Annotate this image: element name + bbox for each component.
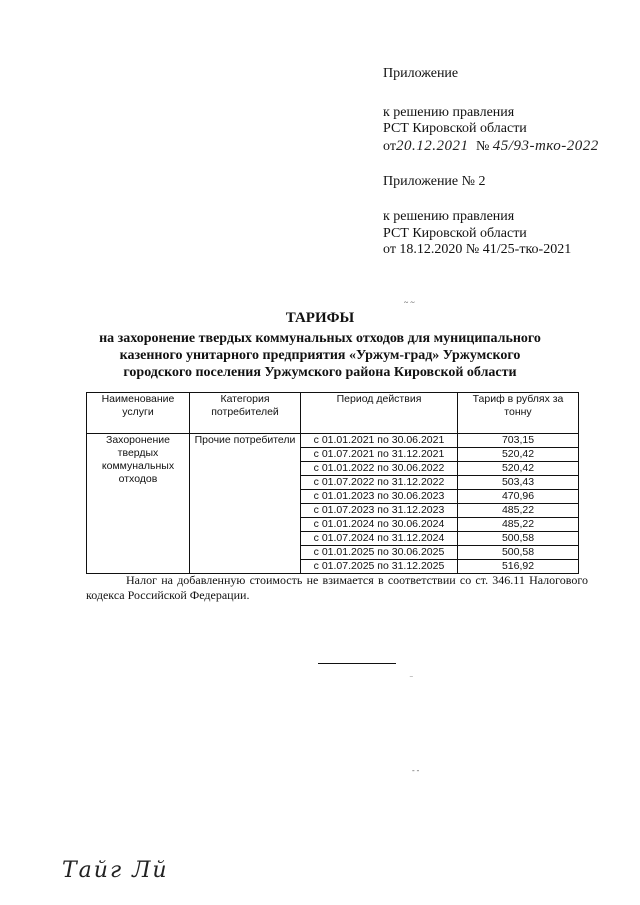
handwritten-signature: Тайг Лй: [62, 858, 169, 883]
tariff-table: [86, 392, 579, 574]
decision2-label: к решению правления: [383, 209, 515, 224]
service-cell: Захоронение твердых коммунальных отходов: [87, 434, 190, 574]
scan-speck: ~ ~: [404, 298, 415, 307]
appendix-label: Приложение: [383, 66, 459, 81]
tariff-cell: 520,42: [458, 448, 579, 462]
period-cell: с 01.01.2022 по 30.06.2022: [301, 462, 458, 476]
date-prefix: от: [383, 139, 396, 154]
org2-label: РСТ Кировской области: [383, 226, 527, 241]
appendix2-label: Приложение № 2: [383, 174, 486, 189]
subtitle-line-1: на захоронение твердых коммунальных отходов для муниципального: [99, 331, 541, 346]
tariff-cell: 520,42: [458, 462, 579, 476]
period-cell: с 01.01.2023 по 30.06.2023: [301, 490, 458, 504]
tariff-cell: 485,22: [458, 504, 579, 518]
decision-date-line: [383, 138, 599, 155]
tariff-cell: 516,92: [458, 560, 579, 574]
period-cell: с 01.07.2024 по 31.12.2024: [301, 532, 458, 546]
handwritten-date: 20.12.2021: [395, 138, 469, 154]
period-cell: с 01.07.2021 по 31.12.2021: [301, 448, 458, 462]
handwritten-number: 45/93-тко-2022: [492, 138, 599, 154]
tariff-cell: 485,22: [458, 518, 579, 532]
document-subtitle: [60, 330, 580, 381]
col-header-category: Категория потребителей: [190, 393, 301, 434]
period-cell: с 01.07.2025 по 31.12.2025: [301, 560, 458, 574]
document-title: ТАРИФЫ: [285, 310, 355, 326]
period-cell: с 01.01.2021 по 30.06.2021: [301, 434, 458, 448]
tariff-cell: 500,58: [458, 532, 579, 546]
tariff-cell: 470,96: [458, 490, 579, 504]
table-header-row: [87, 393, 579, 434]
vat-note: Налог на добавленную стоимость не взимается в соответствии со ст. 346.11 Налогового кодекса Российской Федерации.: [86, 573, 588, 602]
tariff-cell: 703,15: [458, 434, 579, 448]
scan-speck: - -: [412, 766, 420, 775]
number-prefix: №: [475, 139, 490, 154]
org-label: РСТ Кировской области: [383, 121, 527, 136]
col-header-tariff: Тариф в рублях за тонну: [458, 393, 579, 434]
period-cell: с 01.07.2022 по 31.12.2022: [301, 476, 458, 490]
table-row: [87, 434, 579, 448]
subtitle-line-3: городского поселения Уржумского района Кировской области: [123, 365, 517, 380]
closing-rule: [318, 663, 396, 664]
category-cell: Прочие потребители: [190, 434, 301, 574]
period-cell: с 01.01.2025 по 30.06.2025: [301, 546, 458, 560]
period-cell: с 01.07.2023 по 31.12.2023: [301, 504, 458, 518]
tariff-cell: 500,58: [458, 546, 579, 560]
decision-label: к решению правления: [383, 105, 515, 120]
period-cell: с 01.01.2024 по 30.06.2024: [301, 518, 458, 532]
previous-decision-ref: от 18.12.2020 № 41/25-тко-2021: [383, 242, 572, 257]
scan-speck: ‾: [410, 676, 413, 685]
col-header-service: Наименование услуги: [87, 393, 190, 434]
col-header-period: Период действия: [301, 393, 458, 434]
subtitle-line-2: казенного унитарного предприятия «Уржум-град» Уржумского: [119, 348, 521, 363]
tariff-cell: 503,43: [458, 476, 579, 490]
